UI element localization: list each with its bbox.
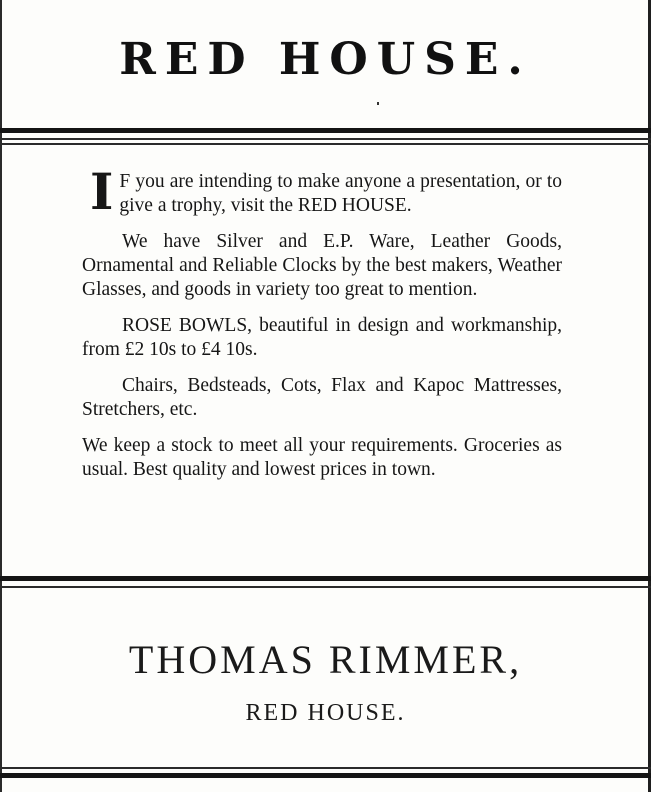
middle-divider-thin: [0, 586, 651, 588]
drop-cap: I: [90, 162, 114, 221]
bottom-divider-thin: [0, 767, 651, 769]
advert-body: [82, 162, 562, 494]
top-divider-thin-2: [0, 143, 651, 145]
top-divider-thick: [0, 128, 651, 133]
proprietor-name: THOMAS RIMMER,: [128, 637, 523, 682]
intro-paragraph: [82, 162, 562, 221]
bottom-divider-thick: [0, 773, 651, 778]
print-speck: [377, 102, 379, 105]
proprietor-address: RED HOUSE.: [245, 700, 406, 726]
top-divider-thin: [0, 138, 651, 140]
stock-paragraph: We keep a stock to meet all your requirements. Groceries as usual. Best quality and lowest prices in town.: [82, 435, 562, 480]
wares-paragraph: We have Silver and E.P. Ware, Leather Goods, Ornamental and Reliable Clocks by the best makers, Weather Glasses, and goods in variety too great to mention.: [82, 231, 562, 300]
advert-heading: RED HOUSE.: [119, 34, 532, 85]
middle-divider-thick: [0, 576, 651, 581]
intro-text: F you are intending to make anyone a presentation, or to give a trophy, visit the RED HOUSE.: [119, 171, 562, 216]
furniture-paragraph: Chairs, Bedsteads, Cots, Flax and Kapoc Mattresses, Stretchers, etc.: [82, 375, 562, 420]
rose-bowls-paragraph: ROSE BOWLS, beautiful in design and workmanship, from £2 10s to £4 10s.: [82, 315, 562, 360]
